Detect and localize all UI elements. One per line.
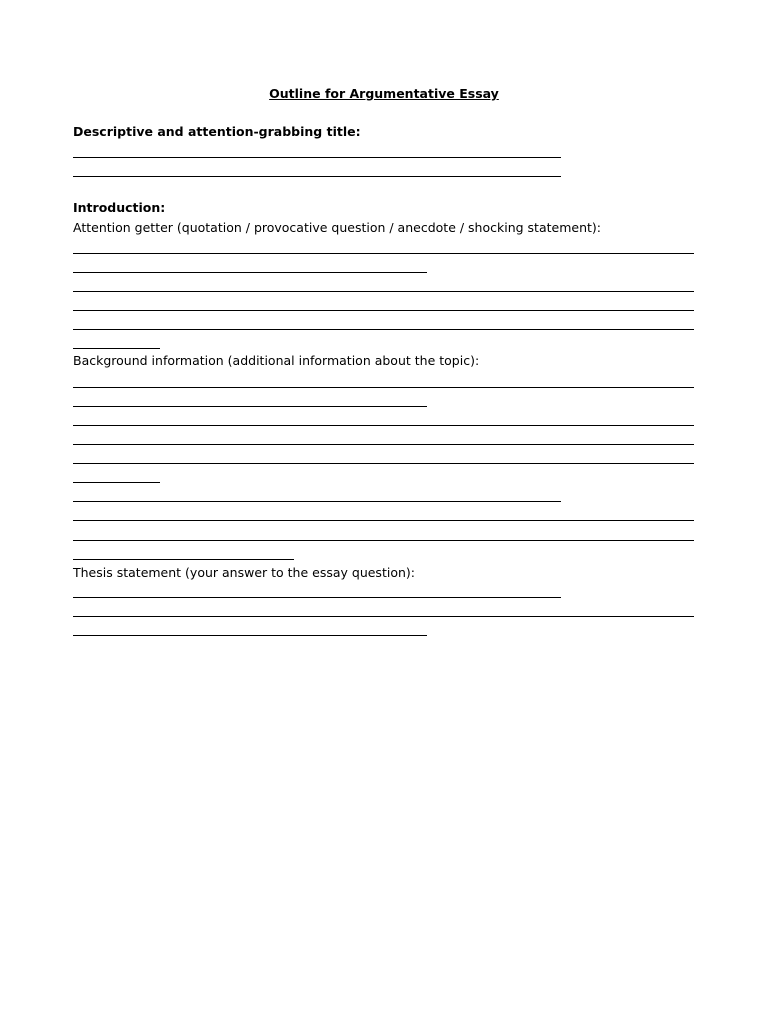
background-prompt: Background information (additional information about the topic):: [73, 353, 480, 368]
background-line[interactable]: [73, 387, 694, 388]
introduction-heading: Introduction:: [73, 200, 166, 215]
background-line[interactable]: [73, 540, 694, 541]
background-line[interactable]: [73, 520, 694, 521]
title-answer-line[interactable]: [73, 157, 561, 158]
background-line[interactable]: [73, 444, 694, 445]
thesis-line[interactable]: [73, 616, 694, 617]
thesis-prompt: Thesis statement (your answer to the essay question):: [73, 565, 415, 580]
background-line[interactable]: [73, 501, 561, 502]
background-line[interactable]: [73, 482, 160, 483]
attention-getter-line[interactable]: [73, 310, 694, 311]
attention-getter-line[interactable]: [73, 348, 160, 349]
background-line[interactable]: [73, 425, 694, 426]
document-title: Outline for Argumentative Essay: [269, 86, 499, 101]
attention-getter-line[interactable]: [73, 291, 694, 292]
attention-getter-prompt: Attention getter (quotation / provocative question / anecdote / shocking statement):: [73, 220, 601, 235]
attention-getter-line[interactable]: [73, 272, 427, 273]
attention-getter-line[interactable]: [73, 329, 694, 330]
background-line[interactable]: [73, 463, 694, 464]
attention-getter-line[interactable]: [73, 253, 694, 254]
background-line[interactable]: [73, 559, 294, 560]
background-line[interactable]: [73, 406, 427, 407]
thesis-line[interactable]: [73, 597, 561, 598]
title-answer-line[interactable]: [73, 176, 561, 177]
thesis-line[interactable]: [73, 635, 427, 636]
title-section-heading: Descriptive and attention-grabbing title:: [73, 124, 361, 139]
